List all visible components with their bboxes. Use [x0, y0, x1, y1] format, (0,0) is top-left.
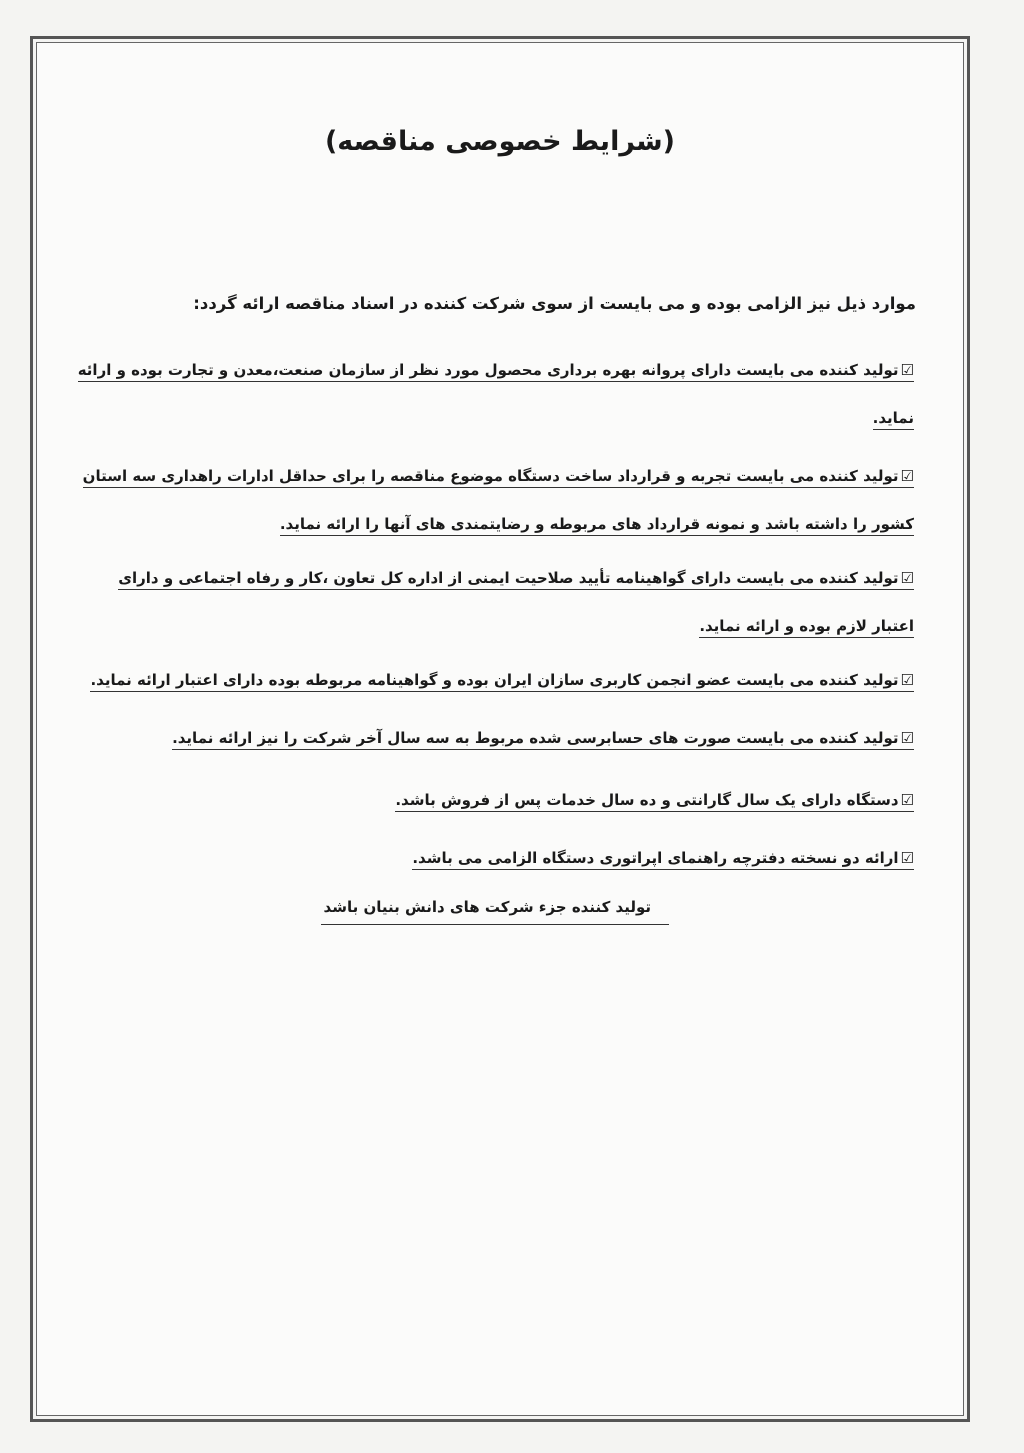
requirement-text: تولید کننده می بایست دارای پروانه بهره برداری محصول مورد نظر از سازمان صنعت،معدن و تجارت بوده و ارائه نماید. — [77, 361, 914, 427]
requirement-item — [72, 834, 914, 882]
checkbox-checked-icon: ☑ — [900, 849, 914, 867]
requirement-text: تولید کننده می بایست صورت های حسابرسی شده مربوط به سه سال آخر شرکت را نیز ارائه نماید. — [172, 729, 899, 747]
checkbox-checked-icon: ☑ — [900, 361, 914, 379]
checkbox-checked-icon: ☑ — [900, 671, 914, 689]
requirement-text: تولید کننده می بایست عضو انجمن کاربری سازان ایران بوده و گواهینامه مربوطه بوده دارای اعتبار ارائه نماید. — [90, 671, 899, 689]
requirement-item — [72, 656, 914, 704]
intro-paragraph: موارد ذیل نیز الزامی بوده و می بایست از سوی شرکت کننده در اسناد مناقصه ارائه گردد: — [193, 294, 916, 313]
requirement-text: تولید کننده می بایست دارای گواهینامه تأیید صلاحیت ایمنی از اداره کل تعاون ،کار و رفاه اجتماعی و دارای اعتبار لازم بوده و ارائه نماید. — [118, 569, 914, 635]
requirement-item — [72, 452, 914, 548]
closing-note: تولید کننده جزء شرکت های دانش بنیان باشد — [321, 898, 669, 925]
requirement-text: ارائه دو نسخته دفترچه راهنمای اپراتوری دستگاه الزامی می باشد. — [412, 849, 899, 867]
requirement-item — [72, 714, 914, 762]
checkbox-checked-icon: ☑ — [900, 569, 914, 587]
requirement-text: دستگاه دارای یک سال گارانتی و ده سال خدمات پس از فروش باشد. — [395, 791, 899, 809]
requirement-item — [72, 346, 914, 442]
checkbox-checked-icon: ☑ — [900, 467, 914, 485]
checkbox-checked-icon: ☑ — [900, 729, 914, 747]
checkbox-checked-icon: ☑ — [900, 791, 914, 809]
requirement-item — [72, 776, 914, 824]
requirement-item — [72, 554, 914, 650]
requirement-text: تولید کننده می بایست تجربه و قرارداد ساخت دستگاه موضوع مناقصه را برای حداقل ادارات راهداری سه استان کشور را داشته باشد و نمونه قرارداد های مربوطه و رضایتمندی های آنها را ارائه نماید. — [82, 467, 914, 533]
document-title: (شرایط خصوصی مناقصه) — [324, 126, 676, 157]
